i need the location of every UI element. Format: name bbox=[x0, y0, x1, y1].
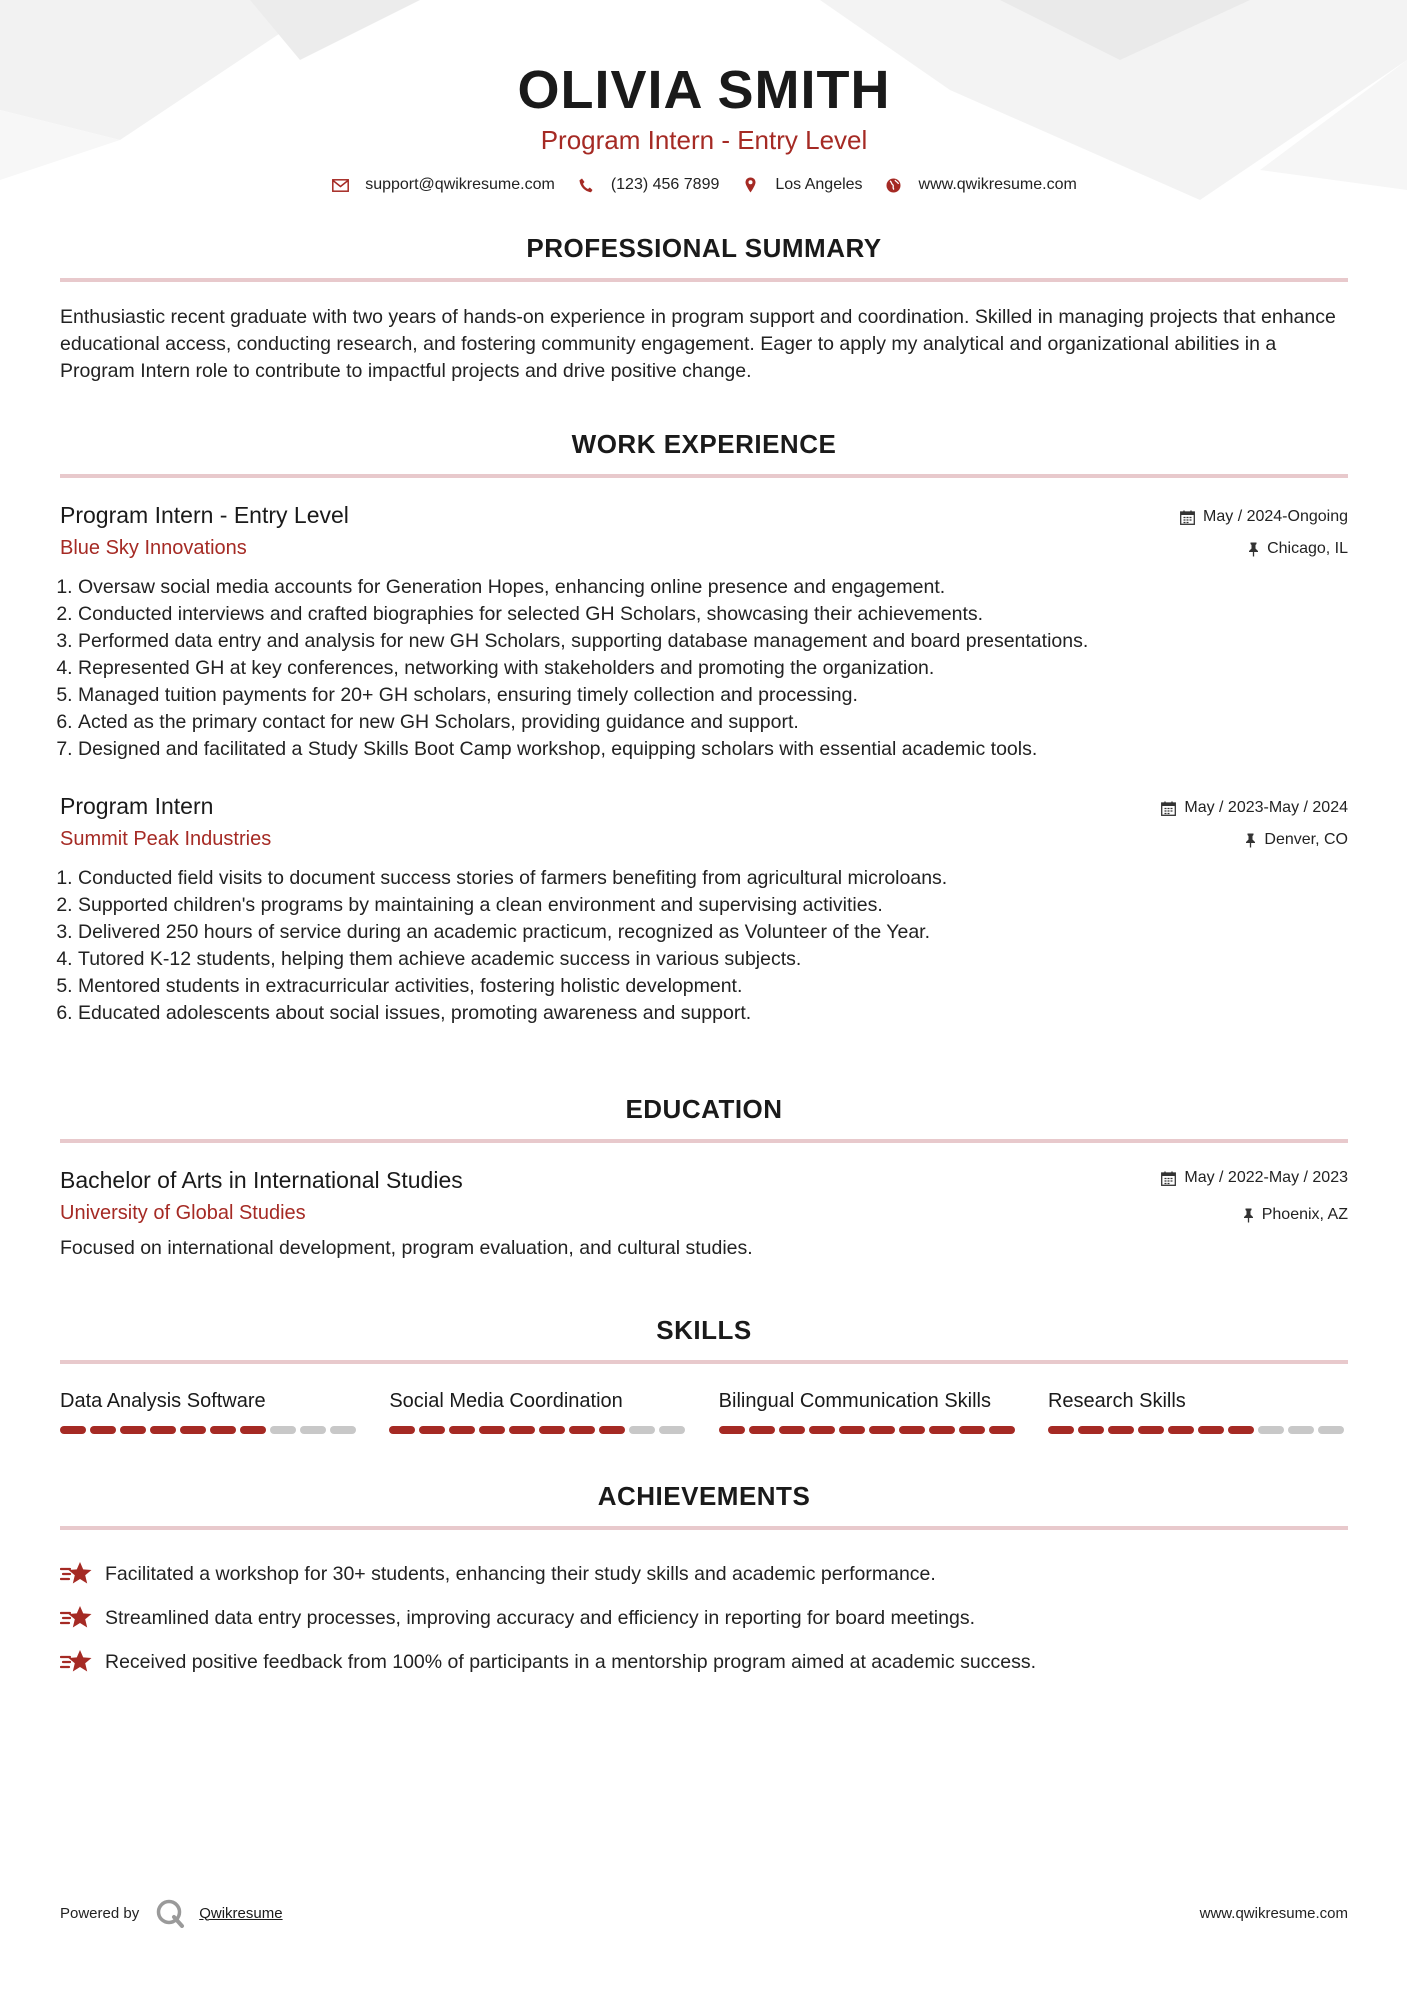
achievements-section bbox=[60, 1480, 1348, 1684]
skill-segment-filled bbox=[1078, 1426, 1104, 1434]
qwikresume-logo-icon bbox=[155, 1898, 185, 1928]
list-item: 2. Conducted interviews and crafted biographies for selected GH Scholars, showcasing their achievements. bbox=[78, 601, 1348, 628]
skill-segment-empty bbox=[1318, 1426, 1344, 1434]
skill-segment-empty bbox=[330, 1426, 356, 1434]
skill-rating-bar bbox=[60, 1426, 360, 1434]
skill-segment-filled bbox=[719, 1426, 745, 1434]
degree-title: Bachelor of Arts in International Studies bbox=[60, 1167, 463, 1193]
contact-phone-text: (123) 456 7899 bbox=[610, 176, 720, 193]
skill-segment-filled bbox=[389, 1426, 415, 1434]
skills-heading: SKILLS bbox=[656, 1315, 752, 1345]
education-heading: EDUCATION bbox=[625, 1094, 783, 1124]
resume-header bbox=[60, 0, 1348, 194]
skill-segment-filled bbox=[1168, 1426, 1194, 1434]
job-bullet-list bbox=[60, 574, 1348, 763]
skill-rating-bar bbox=[1048, 1426, 1348, 1434]
globe-icon bbox=[885, 176, 903, 194]
skill-item bbox=[719, 1388, 1019, 1434]
list-item: 6. Educated adolescents about social issues, promoting awareness and support. bbox=[78, 1000, 1348, 1027]
education-entry bbox=[60, 1165, 1348, 1262]
skill-segment-filled bbox=[869, 1426, 895, 1434]
job-dates: May / 2024-Ongoing bbox=[1203, 508, 1348, 525]
skill-name: Research Skills bbox=[1047, 1390, 1186, 1412]
education-description: Focused on international development, program evaluation, and cultural studies. bbox=[60, 1237, 753, 1259]
job-dates: May / 2023-May / 2024 bbox=[1184, 799, 1348, 816]
job-title: Program Intern bbox=[60, 793, 214, 819]
skill-segment-empty bbox=[270, 1426, 296, 1434]
skill-segment-filled bbox=[929, 1426, 955, 1434]
skill-item bbox=[60, 1388, 360, 1434]
footer-branding bbox=[60, 1898, 283, 1928]
skill-segment-empty bbox=[300, 1426, 326, 1434]
school-name: University of Global Studies bbox=[60, 1202, 306, 1224]
experience-heading: WORK EXPERIENCE bbox=[571, 429, 837, 459]
calendar-icon bbox=[1161, 1171, 1176, 1186]
skill-segment-filled bbox=[539, 1426, 565, 1434]
skill-segment-filled bbox=[60, 1426, 86, 1434]
section-divider bbox=[60, 474, 1348, 478]
job-title: Program Intern - Entry Level bbox=[60, 502, 349, 528]
job-meta bbox=[1180, 506, 1348, 560]
skill-name: Data Analysis Software bbox=[60, 1390, 266, 1412]
education-meta bbox=[1161, 1167, 1348, 1226]
candidate-role: Program Intern - Entry Level bbox=[540, 125, 868, 155]
skill-item bbox=[1048, 1388, 1348, 1434]
skill-segment-filled bbox=[1108, 1426, 1134, 1434]
shooting-star-icon bbox=[60, 1605, 94, 1631]
skill-segment-filled bbox=[180, 1426, 206, 1434]
pushpin-icon bbox=[1245, 833, 1256, 848]
skill-segment-filled bbox=[210, 1426, 236, 1434]
skill-segment-filled bbox=[1048, 1426, 1074, 1434]
summary-section bbox=[60, 232, 1348, 385]
footer-website[interactable]: www.qwikresume.com bbox=[1199, 1904, 1348, 1922]
list-item: 3. Delivered 250 hours of service during an academic practicum, recognized as Volunteer of the Year. bbox=[78, 919, 1348, 946]
pushpin-icon bbox=[1243, 1208, 1254, 1223]
skill-segment-filled bbox=[419, 1426, 445, 1434]
job-meta bbox=[1161, 797, 1348, 851]
skill-segment-filled bbox=[779, 1426, 805, 1434]
skill-segment-filled bbox=[839, 1426, 865, 1434]
achievement-text: Received positive feedback from 100% of participants in a mentorship program aimed at academic success. bbox=[105, 1650, 1037, 1673]
achievements-list bbox=[60, 1552, 1348, 1684]
skill-segment-filled bbox=[240, 1426, 266, 1434]
skill-rating-bar bbox=[719, 1426, 1019, 1434]
list-item: 4. Tutored K-12 students, helping them achieve academic success in various subjects. bbox=[78, 946, 1348, 973]
skills-section bbox=[60, 1314, 1348, 1434]
achievement-item bbox=[60, 1552, 1348, 1596]
skill-segment-filled bbox=[479, 1426, 505, 1434]
skill-segment-empty bbox=[629, 1426, 655, 1434]
job-bullet-list bbox=[60, 865, 1348, 1027]
list-item: 1. Oversaw social media accounts for Generation Hopes, enhancing online presence and engagement. bbox=[78, 574, 1348, 601]
education-dates: May / 2022-May / 2023 bbox=[1184, 1169, 1348, 1186]
skill-segment-filled bbox=[989, 1426, 1015, 1434]
contact-website-text: www.qwikresume.com bbox=[918, 176, 1077, 193]
job-company: Summit Peak Industries bbox=[60, 828, 272, 850]
job-company: Blue Sky Innovations bbox=[60, 537, 247, 559]
skill-segment-filled bbox=[120, 1426, 146, 1434]
achievements-heading: ACHIEVEMENTS bbox=[597, 1481, 811, 1511]
map-pin-icon bbox=[741, 176, 759, 194]
section-divider bbox=[60, 1139, 1348, 1143]
skill-segment-empty bbox=[1258, 1426, 1284, 1434]
list-item: 4. Represented GH at key conferences, networking with stakeholders and promoting the organization. bbox=[78, 655, 1348, 682]
contact-location-text: Los Angeles bbox=[775, 176, 863, 193]
phone-icon bbox=[577, 176, 595, 194]
page-footer bbox=[60, 1898, 1348, 1928]
skill-segment-empty bbox=[659, 1426, 685, 1434]
skill-segment-filled bbox=[899, 1426, 925, 1434]
skill-segment-filled bbox=[569, 1426, 595, 1434]
contact-bar bbox=[60, 176, 1348, 194]
list-item: 7. Designed and facilitated a Study Skills Boot Camp workshop, equipping scholars with essential academic tools. bbox=[78, 736, 1348, 763]
list-item: 1. Conducted field visits to document success stories of farmers benefiting from agricultural microloans. bbox=[78, 865, 1348, 892]
achievement-item bbox=[60, 1596, 1348, 1640]
experience-section bbox=[60, 428, 1348, 1027]
education-location: Phoenix, AZ bbox=[1261, 1206, 1348, 1223]
envelope-icon bbox=[331, 176, 349, 194]
skill-name: Social Media Coordination bbox=[389, 1390, 623, 1412]
summary-text: Enthusiastic recent graduate with two years of hands-on experience in program support and coordination. Skilled in managing projects that enhance educational access, conducting research, and fostering community engagement. Eager to apply my analytical and organizational abilities in a Program Intern role to contribute to impactful projects and drive positive change. bbox=[60, 306, 1336, 382]
summary-heading: PROFESSIONAL SUMMARY bbox=[526, 233, 882, 263]
list-item: 6. Acted as the primary contact for new GH Scholars, providing guidance and support. bbox=[78, 709, 1348, 736]
skill-segment-filled bbox=[749, 1426, 775, 1434]
calendar-icon bbox=[1161, 801, 1176, 816]
skill-name: Bilingual Communication Skills bbox=[718, 1390, 991, 1412]
skill-segment-filled bbox=[1198, 1426, 1224, 1434]
achievement-text: Streamlined data entry processes, improving accuracy and efficiency in reporting for board meetings. bbox=[105, 1606, 975, 1629]
job-location: Denver, CO bbox=[1264, 831, 1348, 848]
resume-page bbox=[60, 0, 1348, 1684]
section-divider bbox=[60, 278, 1348, 282]
skill-segment-filled bbox=[509, 1426, 535, 1434]
list-item: 5. Mentored students in extracurricular activities, fostering holistic development. bbox=[78, 973, 1348, 1000]
job-location: Chicago, IL bbox=[1267, 540, 1348, 557]
powered-by-label: Powered by bbox=[60, 1904, 140, 1922]
candidate-name: OLIVIA SMITH bbox=[517, 60, 891, 120]
job-entry bbox=[60, 791, 1348, 1027]
skill-rating-bar bbox=[389, 1426, 689, 1434]
education-section bbox=[60, 1093, 1348, 1262]
skill-segment-filled bbox=[809, 1426, 835, 1434]
list-item: 2. Supported children's programs by maintaining a clean environment and supervising activities. bbox=[78, 892, 1348, 919]
job-entry bbox=[60, 500, 1348, 763]
list-item: 5. Managed tuition payments for 20+ GH scholars, ensuring timely collection and processing. bbox=[78, 682, 1348, 709]
skills-row bbox=[60, 1388, 1348, 1434]
section-divider bbox=[60, 1360, 1348, 1364]
achievement-text: Facilitated a workshop for 30+ students, enhancing their study skills and academic performance. bbox=[105, 1562, 936, 1585]
shooting-star-icon bbox=[60, 1649, 94, 1675]
skill-segment-filled bbox=[1228, 1426, 1254, 1434]
contact-phone[interactable] bbox=[577, 176, 720, 194]
skill-segment-filled bbox=[959, 1426, 985, 1434]
skill-segment-filled bbox=[90, 1426, 116, 1434]
achievement-item bbox=[60, 1640, 1348, 1684]
skill-segment-empty bbox=[1288, 1426, 1314, 1434]
list-item: 3. Performed data entry and analysis for new GH Scholars, supporting database management and board presentations. bbox=[78, 628, 1348, 655]
shooting-star-icon bbox=[60, 1561, 94, 1587]
contact-website[interactable] bbox=[885, 176, 1077, 194]
contact-location bbox=[741, 176, 862, 194]
pushpin-icon bbox=[1248, 542, 1259, 557]
calendar-icon bbox=[1180, 510, 1195, 525]
contact-email-text: support@qwikresume.com bbox=[365, 176, 555, 193]
skill-segment-filled bbox=[150, 1426, 176, 1434]
contact-email[interactable] bbox=[331, 176, 555, 194]
section-divider bbox=[60, 1526, 1348, 1530]
brand-link[interactable]: Qwikresume bbox=[199, 1904, 283, 1922]
skill-segment-filled bbox=[1138, 1426, 1164, 1434]
skill-segment-filled bbox=[449, 1426, 475, 1434]
skill-item bbox=[389, 1388, 689, 1434]
skill-segment-filled bbox=[599, 1426, 625, 1434]
